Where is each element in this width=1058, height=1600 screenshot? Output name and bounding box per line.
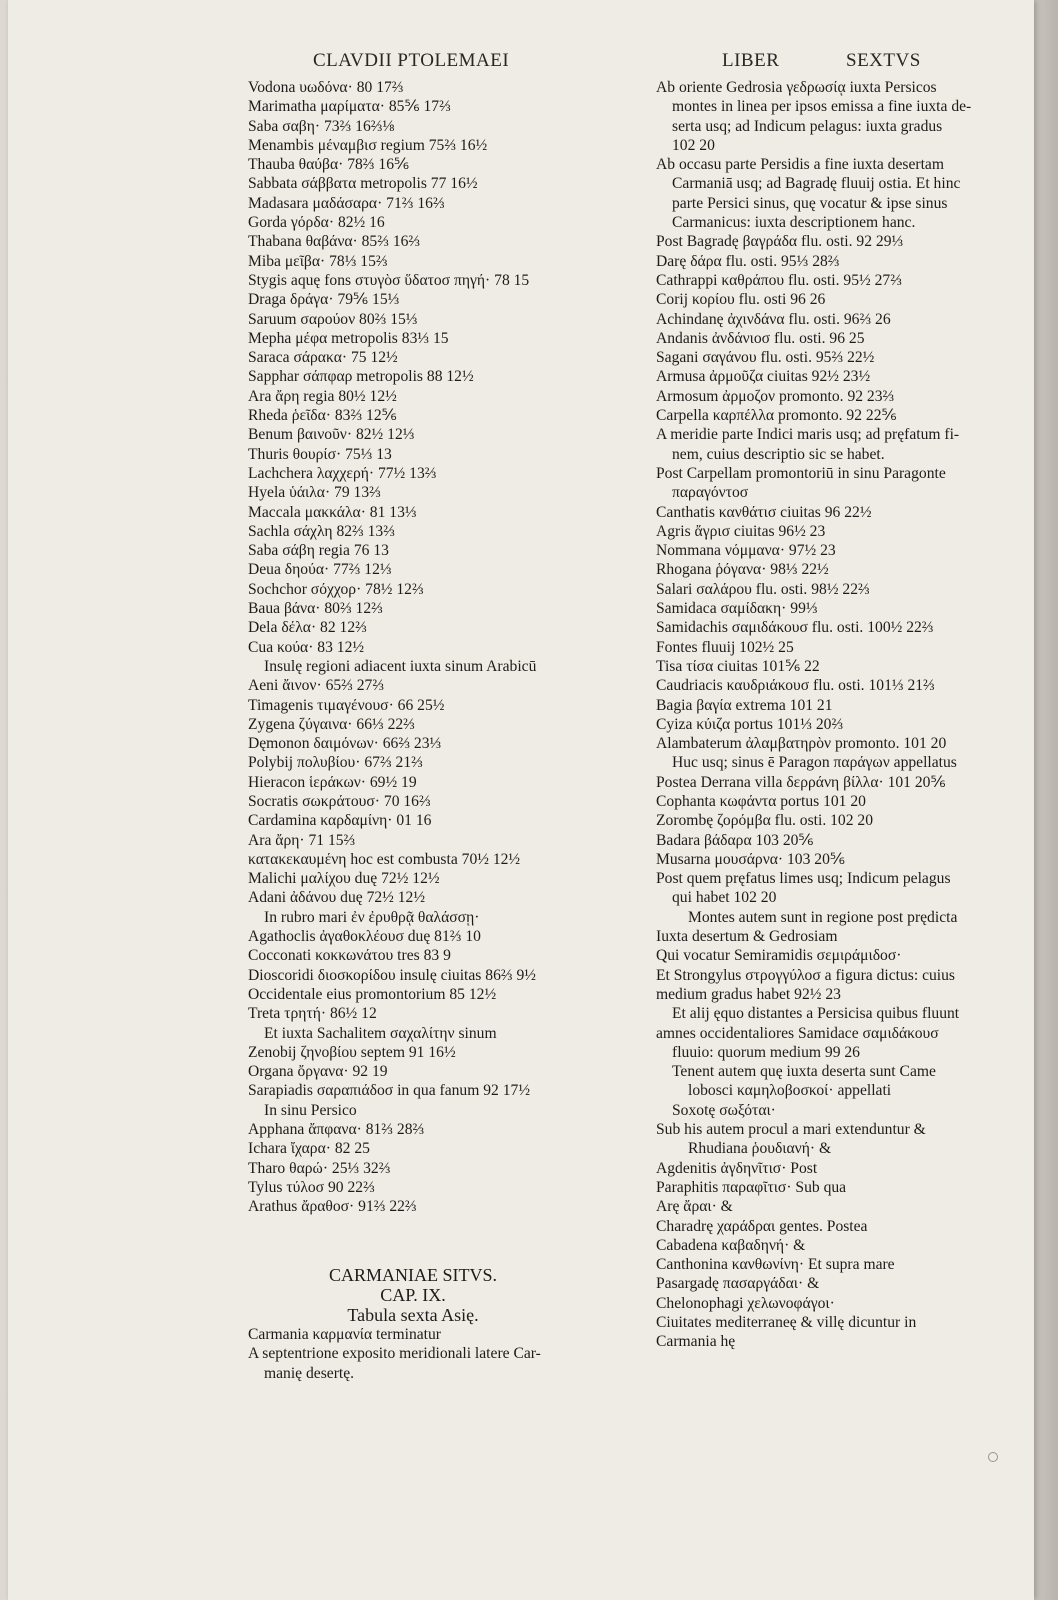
gazetteer-line: Cocconati κοκκωνάτου tres 83 9 — [248, 947, 451, 965]
gazetteer-line: Carmanicus: iuxta descriptionem hanc. — [672, 214, 916, 232]
gazetteer-line: Canthatis κανθάτισ ciuitas 96 22½ — [656, 503, 872, 521]
gazetteer-line: παραγόντοσ — [672, 484, 749, 502]
gazetteer-line: lobosci καμηλοβοσκοί· appellati — [688, 1082, 892, 1100]
gazetteer-line: Samidachis σαμιδάκουσ flu. osti. 100½ 22⅔ — [656, 619, 934, 637]
gazetteer-line: Sabbata σάββατα metropolis 77 16½ — [248, 175, 478, 193]
gazetteer-line: Zorombę ζορόμβα flu. osti. 102 20 — [656, 812, 874, 830]
gazetteer-line: Hyela ὑάιλα· 79 13⅔ — [248, 484, 381, 502]
gazetteer-line: Occidentale eius promontorium 85 12½ — [248, 985, 497, 1003]
gazetteer-line: Dela δέλα· 82 12⅔ — [248, 619, 367, 637]
gazetteer-line: Benum βαινοῦν· 82½ 12⅓ — [248, 426, 415, 444]
gazetteer-line: Adani ἀδάνου duę 72½ 12½ — [248, 889, 426, 907]
gazetteer-line: Baua βάνα· 80⅔ 12⅔ — [248, 600, 383, 618]
gazetteer-line: Mepha μέφα metropolis 83⅓ 15 — [248, 329, 449, 347]
gazetteer-line: Arathus ἄραθοσ· 91⅔ 22⅔ — [248, 1198, 417, 1216]
gazetteer-line: Rhudiana ῥουδιανή· & — [688, 1140, 832, 1158]
page-blemish — [988, 1452, 998, 1462]
gazetteer-line: Deua δηούα· 77⅔ 12⅓ — [248, 561, 392, 579]
gazetteer-line: Iuxta desertum & Gedrosiam — [656, 928, 838, 946]
gazetteer-line: parte Persici sinus, quę vocatur & ipse sinus — [672, 194, 948, 212]
gazetteer-line: Et alij ęquo distantes a Persicisa quibus fluunt — [672, 1005, 960, 1023]
gazetteer-line: Et Strongylus στρογγύλοσ a figura dictus: cuius — [656, 966, 955, 984]
gazetteer-line: Rhogana ῥόγανα· 98⅓ 22½ — [656, 561, 829, 579]
gazetteer-line: Thabana θαβάνα· 85⅔ 16⅔ — [248, 233, 421, 251]
gazetteer-line: Sarapiadis σαραπιάδοσ in qua fanum 92 17½ — [248, 1082, 531, 1100]
gazetteer-line: Lachchera λαχχερή· 77½ 13⅔ — [248, 464, 437, 482]
gazetteer-line: Post quem pręfatus limes usq; Indicum pelagus — [656, 870, 951, 888]
gazetteer-line: Sochchor σόχχορ· 78½ 12⅔ — [248, 580, 424, 598]
gazetteer-line: Thauba θαύβα· 78⅔ 16⅚ — [248, 156, 410, 174]
gazetteer-line: Bagia βαγία extrema 101 21 — [656, 696, 833, 714]
gazetteer-line: Ara ἄρη· 71 15⅔ — [248, 831, 356, 849]
gazetteer-line: Carpella καρπέλλα promonto. 92 22⅚ — [656, 407, 897, 425]
gazetteer-line: Armusa ἀρμοῦζα ciuitas 92½ 23½ — [656, 368, 871, 386]
running-head-left: CLAVDII PTOLEMAEI — [313, 50, 510, 71]
gazetteer-line: Cabadena καβαδηνή· & — [656, 1236, 806, 1254]
left-column-gazetteer — [248, 78, 578, 1217]
gazetteer-line: Saraca σάρακα· 75 12½ — [248, 349, 398, 367]
gazetteer-line: Andanis ἀνδάνιοσ flu. osti. 96 25 — [656, 329, 865, 347]
gazetteer-line: Darę δάρα flu. osti. 95⅓ 28⅔ — [656, 252, 840, 270]
gazetteer-line: In rubro mari ἐν ἐρυθρᾷ θαλάσσῃ· — [264, 908, 480, 926]
gazetteer-line: Tisa τίσα ciuitas 101⅚ 22 — [656, 657, 820, 675]
gazetteer-line: Ab occasu parte Persidis a fine iuxta desertam — [656, 156, 944, 174]
gazetteer-line: Achindanę ἀχινδάνα flu. osti. 96⅔ 26 — [656, 310, 891, 328]
gazetteer-line: Qui vocatur Semiramidis σεμιράμιδοσ· — [656, 947, 902, 965]
gazetteer-line: Agris ἄγρισ ciuitas 96½ 23 — [656, 522, 826, 540]
gazetteer-line: Saba σαβη· 73⅔ 16⅔⅛ — [248, 117, 395, 135]
gazetteer-line: Corij κορίου flu. osti 96 26 — [656, 291, 826, 309]
gazetteer-line: Arę ἄραι· & — [656, 1198, 733, 1216]
tabula-heading: Tabula sexta Asię. — [347, 1305, 479, 1325]
gazetteer-line: fluuio: quorum medium 99 26 — [672, 1043, 860, 1061]
carmania-section — [248, 1265, 578, 1383]
gazetteer-line: Aeni ἄινον· 65⅔ 27⅔ — [248, 677, 385, 695]
gazetteer-line: Armosum ἀρμοζον promonto. 92 23⅔ — [656, 387, 895, 405]
gazetteer-line: Miba μεῖβα· 78⅓ 15⅔ — [248, 252, 388, 270]
gazetteer-line: Ab oriente Gedrosia γεδρωσίᾳ iuxta Persicos — [656, 79, 937, 96]
gazetteer-line: montes in linea per ipsos emissa a fine iuxta de- — [672, 98, 972, 116]
section-text-line: A septentrione exposito meridionali latere Car- — [248, 1345, 541, 1363]
gazetteer-line: Cua κούα· 83 12½ — [248, 638, 365, 656]
gazetteer-line: Musarna μουσάρνα· 103 20⅚ — [656, 850, 846, 868]
gazetteer-line: Caudriacis καυδριάκουσ flu. osti. 101⅓ 21⅔ — [656, 677, 935, 695]
gazetteer-line: Stygis aquę fons στυγὸσ ὕδατοσ πηγή· 78 15 — [248, 271, 530, 289]
gazetteer-line: Polybij πολυβίου· 67⅔ 21⅔ — [248, 754, 423, 772]
gazetteer-line: serta usq; ad Indicum pelagus: iuxta gradus — [672, 117, 943, 135]
gazetteer-line: Socratis σωκράτουσ· 70 16⅔ — [248, 792, 431, 810]
gazetteer-line: Draga δράγα· 79⅚ 15⅓ — [248, 291, 400, 309]
gazetteer-line: Apphana ἄπφανα· 81⅔ 28⅔ — [248, 1121, 425, 1139]
gazetteer-line: Cardamina καρδαμίνη· 01 16 — [248, 812, 432, 830]
gazetteer-line: Agathoclis ἀγαθοκλέουσ duę 81⅔ 10 — [248, 928, 481, 946]
gazetteer-line: Ciuitates mediterraneę & villę dicuntur in — [656, 1314, 917, 1331]
gazetteer-line: Madasara μαδάσαρα· 71⅔ 16⅔ — [248, 194, 445, 212]
gazetteer-line: Maccala μακκάλα· 81 13⅓ — [248, 503, 417, 521]
gazetteer-line: Et iuxta Sachalitem σαχαλίτην sinum — [264, 1024, 497, 1042]
gazetteer-line: Canthonina κανθωνίνη· Et supra mare — [656, 1256, 895, 1274]
gazetteer-line: Saruum σαρούον 80⅔ 15⅓ — [248, 310, 418, 328]
gazetteer-line: Sub his autem procul a mari extenduntur & — [656, 1121, 926, 1139]
running-head-liber: LIBER — [722, 50, 780, 71]
section-text-line: Carmania καρμανία terminatur — [248, 1326, 441, 1343]
gazetteer-line: Gorda γόρδα· 82½ 16 — [248, 214, 385, 232]
gazetteer-line: Post Bagradę βαγράδα flu. osti. 92 29⅓ — [656, 233, 904, 251]
gazetteer-line: Soxotę σωξόται· — [672, 1101, 776, 1119]
gazetteer-line: Postea Derrana villa δερράνη βίλλα· 101 20⅚ — [656, 773, 946, 791]
section-title: CARMANIAE SITVS. — [328, 1265, 497, 1285]
gazetteer-line: Chelonophagi χελωνοφάγοι· — [656, 1294, 835, 1312]
gazetteer-line: Rheda ῥεῖδα· 83⅔ 12⅚ — [248, 407, 397, 425]
gazetteer-line: 102 20 — [672, 136, 715, 154]
gazetteer-line: Paraphitis παραφῖτισ· Sub qua — [656, 1178, 847, 1196]
gazetteer-line: nem, cuius descriptio sic se habet. — [672, 445, 885, 463]
gazetteer-line: Tharo θαρώ· 25⅓ 32⅔ — [248, 1159, 391, 1177]
gazetteer-line: Dęmonon δαιμόνων· 66⅔ 23⅓ — [248, 735, 442, 753]
running-head-sextus: SEXTVS — [846, 50, 921, 71]
gazetteer-line: A meridie parte Indici maris usq; ad pręfatum fi- — [656, 426, 960, 444]
gazetteer-line: Montes autem sunt in regione post prędicta — [688, 908, 958, 926]
gazetteer-line: Organa ὄργανα· 92 19 — [248, 1063, 388, 1081]
gazetteer-line: Cathrappi καθράπου flu. osti. 95½ 27⅔ — [656, 271, 902, 289]
gazetteer-line: Salari σαλάρου flu. osti. 98½ 22⅔ — [656, 580, 870, 598]
gazetteer-line: Nommana νόμμανα· 97½ 23 — [656, 542, 836, 560]
gazetteer-line: Treta τρητή· 86½ 12 — [248, 1005, 377, 1023]
gazetteer-line: Ara ἄρη regia 80½ 12½ — [248, 387, 397, 405]
gazetteer-line: Huc usq; sinus ē Paragon παράγων appellatus — [672, 754, 957, 772]
gazetteer-line: Marimatha μαρίματα· 85⅚ 17⅔ — [248, 98, 451, 116]
gazetteer-line: Zenobij ζηνοβίου septem 91 16½ — [248, 1043, 456, 1061]
gazetteer-line: Post Carpellam promontoriū in sinu Paragonte — [656, 464, 946, 482]
gazetteer-line: Alambaterum ἀλαμβατηρὸν promonto. 101 20 — [656, 735, 947, 753]
gazetteer-line: Ichara ἴχαρα· 82 25 — [248, 1140, 370, 1158]
gazetteer-line: Malichi μαλίχου duę 72½ 12½ — [248, 870, 440, 888]
gazetteer-line: Timagenis τιμαγένουσ· 66 25½ — [248, 696, 445, 714]
gazetteer-line: κατακεκαυμένη hoc est combusta 70½ 12½ — [248, 850, 521, 868]
gazetteer-line: Tenent autem quę iuxta deserta sunt Came — [672, 1063, 936, 1081]
chapter-number: CAP. IX. — [380, 1285, 446, 1305]
right-column-gazetteer — [656, 78, 1008, 1352]
gazetteer-line: amnes occidentaliores Samidace σαμιδάκουσ — [656, 1024, 939, 1042]
gazetteer-line: In sinu Persico — [264, 1101, 357, 1119]
gazetteer-line: Menambis μέναμβισ regium 75⅔ 16½ — [248, 136, 488, 154]
gazetteer-line: Tylus τύλοσ 90 22⅔ — [248, 1178, 375, 1196]
gazetteer-line: Insulę regioni adiacent iuxta sinum Arabicū — [264, 657, 537, 675]
gazetteer-line: Thuris θουρίσ· 75⅓ 13 — [248, 445, 392, 463]
gazetteer-line: Sagani σαγάνου flu. osti. 95⅔ 22½ — [656, 349, 875, 367]
gazetteer-line: qui habet 102 20 — [672, 889, 777, 907]
gazetteer-line: Carmania hę — [656, 1333, 736, 1351]
gazetteer-line: Sachla σάχλη 82⅔ 13⅔ — [248, 522, 395, 540]
gazetteer-line: medium gradus habet 92½ 23 — [656, 985, 841, 1003]
gazetteer-line: Cyiza κύιζα portus 101⅓ 20⅔ — [656, 715, 844, 733]
section-text-line: manię desertę. — [264, 1364, 355, 1382]
gazetteer-line: Sapphar σάπφαρ metropolis 88 12½ — [248, 368, 474, 386]
gazetteer-line: Pasargadę πασαργάδαι· & — [656, 1275, 820, 1293]
gazetteer-line: Zygena ζύγαινα· 66⅓ 22⅔ — [248, 715, 415, 733]
gazetteer-line: Hieracon ἱεράκων· 69½ 19 — [248, 773, 417, 791]
gazetteer-line: Badara βάδαρα 103 20⅚ — [656, 831, 814, 849]
gazetteer-line: Saba σάβη regia 76 13 — [248, 542, 389, 560]
gazetteer-line: Vodona υωδόνα· 80 17⅔ — [248, 79, 404, 96]
gazetteer-line: Carmaniā usq; ad Bagradę fluuij ostia. Et hinc — [672, 175, 961, 193]
gazetteer-line: Dioscoridi διοσκορίδου insulę ciuitas 86⅔ 9½ — [248, 966, 536, 984]
gazetteer-line: Agdenitis ἀγδηνῖτισ· Post — [656, 1159, 818, 1177]
gazetteer-line: Fontes fluuij 102½ 25 — [656, 638, 794, 656]
gazetteer-line: Samidaca σαμίδακη· 99⅓ — [656, 600, 818, 618]
gazetteer-line: Cophanta κωφάντα portus 101 20 — [656, 792, 866, 810]
gazetteer-line: Charadrę χαράδραι gentes. Postea — [656, 1217, 868, 1235]
